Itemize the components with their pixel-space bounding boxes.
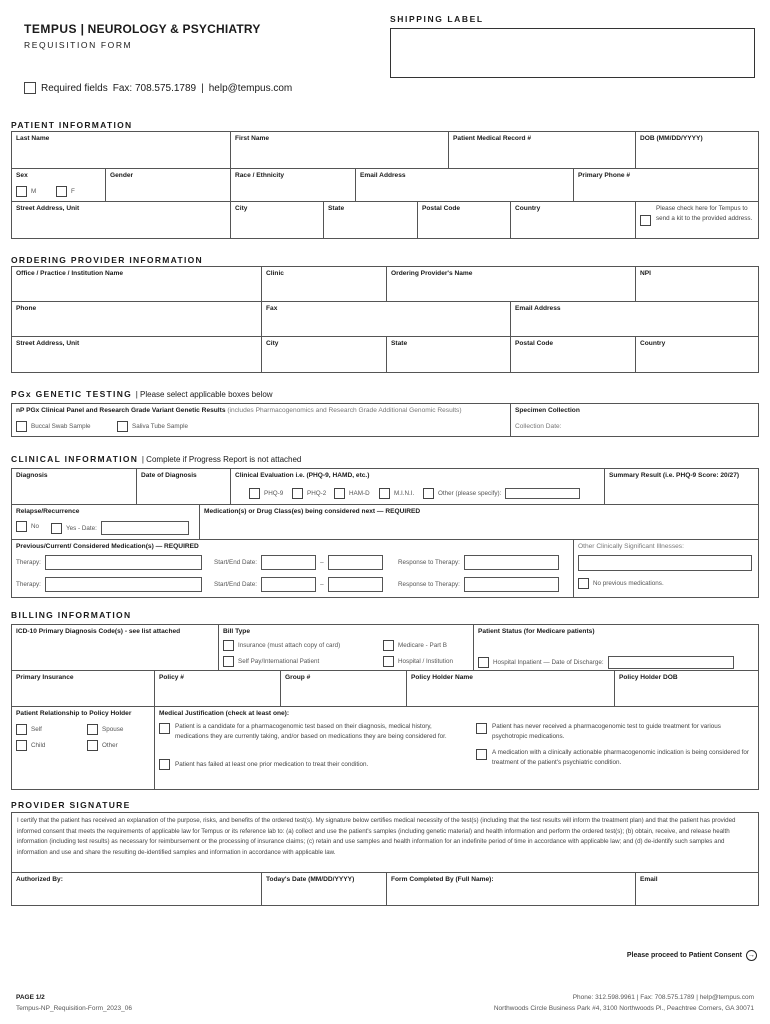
other-illness-label: Other Clinically Significant Illnesses: xyxy=(578,543,684,550)
mrn-label: Patient Medical Record # xyxy=(453,135,532,142)
signature-email-label: Email xyxy=(640,876,658,883)
send-kit-option[interactable] xyxy=(636,202,758,238)
pgx-title: PGx GENETIC TESTING xyxy=(11,389,133,399)
buccal-checkbox[interactable] xyxy=(16,421,27,432)
other-illness-cell xyxy=(574,540,758,597)
rel-other-label: Other xyxy=(102,742,118,749)
shipping-label-title: SHIPPING LABEL xyxy=(390,14,484,24)
eval-other-checkbox[interactable] xyxy=(423,488,434,499)
eval-other-label: Other (please specify): xyxy=(438,490,502,497)
patient-state-field[interactable] xyxy=(324,202,418,238)
npi-label: NPI xyxy=(640,270,651,277)
billing-section-title: BILLING INFORMATION xyxy=(11,610,132,620)
header-fax: Fax: 708.575.1789 xyxy=(112,82,197,94)
date-dash-2: – xyxy=(320,581,324,588)
mini-option[interactable] xyxy=(379,488,414,499)
signature-table xyxy=(11,812,759,906)
patient-first-name-field[interactable] xyxy=(231,132,449,169)
provider-email-label: Email Address xyxy=(515,305,561,312)
policy-number-field[interactable] xyxy=(155,671,281,707)
justification-cell xyxy=(155,707,758,789)
rel-child-option[interactable] xyxy=(16,740,45,751)
justification-1-label: Patient is a candidate for a pharmacogenomic test based on their diagnosis, medical history, medications they are currently taking, and/or based on medications they are being considered for. xyxy=(175,723,447,740)
previous-meds-label: Previous/Current/ Considered Medication(s) — REQUIRED xyxy=(16,543,199,550)
justification-3-checkbox[interactable] xyxy=(476,723,487,734)
policy-number-label: Policy # xyxy=(159,674,184,681)
provider-email-field[interactable] xyxy=(511,302,758,337)
sex-m-label: M xyxy=(31,188,37,195)
primary-insurance-field[interactable] xyxy=(12,671,155,707)
response-1-label: Response to Therapy: xyxy=(398,559,460,566)
provider-postal-label: Postal Code xyxy=(515,340,554,347)
start-end-row-2 xyxy=(214,577,383,592)
relapse-no-label: No xyxy=(31,523,40,530)
phq2-option[interactable] xyxy=(292,488,326,499)
page-number: PAGE 1/2 xyxy=(16,994,45,1001)
rel-spouse-checkbox[interactable] xyxy=(87,724,98,735)
pgx-section-title xyxy=(11,389,273,399)
first-name-label: First Name xyxy=(235,135,270,142)
consent-text: I certify that the patient has received an explanation of the purpose, risks, and benefits of the ordered test(s). My signature below certifies medical necessity of the test(s) (including that the test results will inform the treatment plan) and that the patient has provided informed consent that meets the requirements of applicable law for Tempus or its reference lab to: (a) collect and use the patient's samples (including genetic material) and health information and perform the ordered test(s); (b) obtain, receive, and release health information (including test results) as necessary for reimbursement or the processing of insurance claims; (c) retain and use samples and health information for an indefinite period of time in accordance with applicable law; and (d) de-identify such samples and information and use and share the resulting de-identified samples and information in accordance with applicable law. xyxy=(17,817,736,856)
provider-phone-field[interactable] xyxy=(12,302,262,337)
inpatient-label: Hospital Inpatient — Date of Discharge: xyxy=(493,659,604,666)
response-2-input[interactable] xyxy=(464,577,559,592)
bill-insurance-option[interactable] xyxy=(223,640,340,651)
phq2-checkbox[interactable] xyxy=(292,488,303,499)
patient-status-cell xyxy=(474,625,758,671)
date-dash-1: – xyxy=(320,559,324,566)
required-legend xyxy=(24,82,292,94)
summary-result-field[interactable] xyxy=(605,469,758,505)
clinical-evaluation-label: Clinical Evaluation i.e. (PHQ-9, HAMD, etc.) xyxy=(235,472,370,479)
hamd-option[interactable] xyxy=(334,488,370,499)
sex-f-label: F xyxy=(71,188,75,195)
justification-1-checkbox[interactable] xyxy=(159,723,170,734)
rel-child-label: Child xyxy=(31,742,46,749)
bill-medicare-option[interactable] xyxy=(383,640,447,651)
provider-office-field[interactable] xyxy=(12,267,262,302)
dob-label: DOB (MM/DD/YYYY) xyxy=(640,135,703,142)
form-id: Tempus-NP_Requisition-Form_2023_06 xyxy=(16,1005,132,1012)
end-date-1-input[interactable] xyxy=(328,555,383,570)
provider-npi-field[interactable] xyxy=(636,267,758,302)
therapy-2-label: Therapy: xyxy=(16,581,41,588)
date-of-diagnosis-field[interactable] xyxy=(137,469,231,505)
gender-label: Gender xyxy=(110,172,134,179)
provider-section-title: ORDERING PROVIDER INFORMATION xyxy=(11,255,203,265)
response-2-label: Response to Therapy: xyxy=(398,581,460,588)
provider-state-field[interactable] xyxy=(387,337,511,372)
patient-mrn-field[interactable] xyxy=(449,132,636,169)
patient-sex-field xyxy=(12,169,106,202)
rel-child-checkbox[interactable] xyxy=(16,740,27,751)
specimen-cell[interactable] xyxy=(511,404,758,436)
group-number-field[interactable] xyxy=(281,671,407,707)
sex-f-checkbox[interactable] xyxy=(56,186,67,197)
patient-table xyxy=(11,131,759,239)
patient-status-label: Patient Status (for Medicare patients) xyxy=(478,628,595,635)
holder-name-field[interactable] xyxy=(407,671,615,707)
holder-dob-label: Policy Holder DOB xyxy=(619,674,678,681)
patient-phone-field[interactable] xyxy=(574,169,758,202)
patient-country-label: Country xyxy=(515,205,541,212)
therapy-1-label: Therapy: xyxy=(16,559,41,566)
hamd-label: HAM-D xyxy=(349,490,370,497)
patient-city-field[interactable] xyxy=(231,202,324,238)
justification-4-label: A medication with a clinically actionable pharmacogenomic indication is being considered for treatment of the patient's psychiatric condition. xyxy=(492,749,749,766)
start-date-1-input[interactable] xyxy=(261,555,316,570)
clinical-evaluation-cell xyxy=(231,469,605,505)
end-date-2-input[interactable] xyxy=(328,577,383,592)
phq9-checkbox[interactable] xyxy=(249,488,260,499)
specimen-label: Specimen Collection xyxy=(515,407,580,414)
tempus-logo: TEMPUS xyxy=(24,22,78,36)
authorized-by-field[interactable] xyxy=(12,873,262,905)
response-1-input[interactable] xyxy=(464,555,559,570)
therapy-row-1 xyxy=(16,555,202,570)
holder-dob-field[interactable] xyxy=(615,671,758,707)
patient-state-label: State xyxy=(328,205,345,212)
bill-medicare-label: Medicare - Part B xyxy=(398,642,447,649)
provider-city-field[interactable] xyxy=(262,337,387,372)
therapy-1-input[interactable] xyxy=(45,555,202,570)
start-end-row-1 xyxy=(214,555,383,570)
patient-city-label: City xyxy=(235,205,248,212)
proceed-label: Please proceed to Patient Consent xyxy=(626,952,742,959)
pgx-panel-note: (includes Pharmacogenomics and Research Grade Additional Genomic Results) xyxy=(227,407,462,414)
clinical-title: CLINICAL INFORMATION xyxy=(11,454,139,464)
completed-by-field[interactable] xyxy=(387,873,636,905)
date-of-diagnosis-label: Date of Diagnosis xyxy=(141,472,197,479)
eval-other-option[interactable] xyxy=(423,488,580,499)
bill-hospital-label: Hospital / Institution xyxy=(398,658,453,665)
patient-email-field[interactable] xyxy=(356,169,574,202)
patient-section-title: PATIENT INFORMATION xyxy=(11,120,133,130)
relapse-cell xyxy=(12,505,200,540)
bill-insurance-checkbox[interactable] xyxy=(223,640,234,651)
phq9-label: PHQ-9 xyxy=(264,490,284,497)
sex-m-option[interactable] xyxy=(16,186,36,197)
pgx-panel-label: nP PGx Clinical Panel and Research Grade Variant Genetic Results xyxy=(16,407,226,414)
completed-by-label: Form Completed By (Full Name): xyxy=(391,876,494,883)
clinic-label: Clinic xyxy=(266,270,284,277)
provider-street-field[interactable] xyxy=(12,337,262,372)
buccal-label: Buccal Swab Sample xyxy=(31,423,91,430)
form-subtitle: REQUISITION FORM xyxy=(24,40,133,50)
pgx-note: | Please select applicable boxes below xyxy=(135,390,273,399)
relapse-no-option[interactable] xyxy=(16,521,39,532)
bill-medicare-checkbox[interactable] xyxy=(383,640,394,651)
patient-street-field[interactable] xyxy=(12,202,231,238)
required-legend-box xyxy=(24,82,36,94)
start-date-2-input[interactable] xyxy=(261,577,316,592)
no-previous-meds-label: No previous medications. xyxy=(593,580,664,587)
provider-fax-label: Fax xyxy=(266,305,278,312)
send-kit-checkbox[interactable] xyxy=(640,215,651,226)
start-end-2-label: Start/End Date: xyxy=(214,581,258,588)
discharge-date-input[interactable] xyxy=(608,656,734,669)
diagnosis-field[interactable] xyxy=(12,469,137,505)
send-kit-label: Please check here for Tempus to send a kit to the provided address. xyxy=(656,205,753,222)
clinical-note: | Complete if Progress Report is not attached xyxy=(141,455,302,464)
billing-table xyxy=(11,624,759,790)
provider-state-label: State xyxy=(391,340,408,347)
bill-selfpay-label: Self Pay/International Patient xyxy=(238,658,320,665)
pgx-panel-cell xyxy=(12,404,511,436)
hamd-checkbox[interactable] xyxy=(334,488,345,499)
justification-4-checkbox[interactable] xyxy=(476,749,487,760)
provider-street-label: Street Address, Unit xyxy=(16,340,80,347)
race-label: Race / Ethnicity xyxy=(235,172,285,179)
brand-divider: | xyxy=(80,22,85,36)
signature-email-field[interactable] xyxy=(636,873,758,905)
relapse-yes-checkbox[interactable] xyxy=(51,523,62,534)
patient-email-label: Email Address xyxy=(360,172,406,179)
signature-section-title: PROVIDER SIGNATURE xyxy=(11,800,131,810)
header-email: help@tempus.com xyxy=(208,82,293,94)
bill-type-cell xyxy=(219,625,474,671)
patient-street-label: Street Address, Unit xyxy=(16,205,80,212)
justification-3-label: Patient has never received a pharmacogenomic test to guide treatment for various psychotropic medications. xyxy=(492,723,721,740)
bill-hospital-option[interactable] xyxy=(383,656,453,667)
patient-postal-label: Postal Code xyxy=(422,205,461,212)
saliva-option[interactable] xyxy=(117,421,188,432)
provider-fax-field[interactable] xyxy=(262,302,511,337)
buccal-option[interactable] xyxy=(16,421,91,432)
therapy-2-input[interactable] xyxy=(45,577,202,592)
authorized-by-label: Authorized By: xyxy=(16,876,63,883)
holder-name-label: Policy Holder Name xyxy=(411,674,473,681)
bill-selfpay-option[interactable] xyxy=(223,656,319,667)
consent-text-cell xyxy=(12,813,758,873)
icd10-field[interactable] xyxy=(12,625,219,671)
shipping-label-box xyxy=(390,28,755,78)
bill-insurance-label: Insurance (must attach copy of card) xyxy=(238,642,341,649)
bill-selfpay-checkbox[interactable] xyxy=(223,656,234,667)
response-row-1 xyxy=(398,555,559,570)
provider-table xyxy=(11,266,759,373)
relapse-yes-label: Yes - Date: xyxy=(66,524,97,532)
saliva-checkbox[interactable] xyxy=(117,421,128,432)
therapy-row-2 xyxy=(16,577,202,592)
provider-country-field[interactable] xyxy=(636,337,758,372)
provider-name-label: Ordering Provider's Name xyxy=(391,270,473,277)
relapse-yes-option[interactable] xyxy=(51,521,189,535)
bill-type-label: Bill Type xyxy=(223,628,250,635)
provider-phone-label: Phone xyxy=(16,305,37,312)
start-end-1-label: Start/End Date: xyxy=(214,559,258,566)
provider-city-label: City xyxy=(266,340,279,347)
todays-date-field[interactable] xyxy=(262,873,387,905)
meds-next-label: Medication(s) or Drug Class(es) being considered next — REQUIRED xyxy=(204,508,421,515)
summary-result-label: Summary Result (i.e. PHQ-9 Score: 20/27) xyxy=(609,472,740,479)
mini-label: M.I.N.I. xyxy=(394,490,415,497)
saliva-label: Saliva Tube Sample xyxy=(132,423,189,430)
proceed-link[interactable] xyxy=(627,950,757,961)
justification-label: Medical Justification (check at least one): xyxy=(159,710,290,717)
pgx-table xyxy=(11,403,759,437)
inpatient-checkbox[interactable] xyxy=(478,657,489,668)
patient-gender-field[interactable] xyxy=(106,169,231,202)
relapse-date-input[interactable] xyxy=(101,521,189,535)
other-illness-input[interactable] xyxy=(578,555,752,571)
rel-spouse-option[interactable] xyxy=(87,724,123,735)
response-row-2 xyxy=(398,577,559,592)
meds-next-field[interactable] xyxy=(200,505,758,540)
footer-address: Northwoods Circle Business Park #4, 3100 Northwoods Pl., Peachtree Corners, GA 30071 xyxy=(493,1005,754,1012)
department-name: NEUROLOGY & PSYCHIATRY xyxy=(87,22,261,36)
diagnosis-label: Diagnosis xyxy=(16,472,48,479)
relationship-cell xyxy=(12,707,155,789)
rel-other-option[interactable] xyxy=(87,740,118,751)
provider-postal-field[interactable] xyxy=(511,337,636,372)
footer-contact: Phone: 312.598.9961 | Fax: 708.575.1789 | help@tempus.com xyxy=(572,994,754,1001)
clinical-section-title xyxy=(11,454,301,464)
sex-f-option[interactable] xyxy=(56,186,75,197)
patient-country-field[interactable] xyxy=(511,202,636,238)
office-label: Office / Practice / Institution Name xyxy=(16,270,123,277)
relapse-no-checkbox[interactable] xyxy=(16,521,27,532)
todays-date-label: Today's Date (MM/DD/YYYY) xyxy=(266,876,355,883)
patient-last-name-field[interactable] xyxy=(12,132,231,169)
icd10-label: ICD-10 Primary Diagnosis Code(s) - see list attached xyxy=(16,628,181,635)
justification-2-checkbox[interactable] xyxy=(159,759,170,770)
rel-other-checkbox[interactable] xyxy=(87,740,98,751)
phq9-option[interactable] xyxy=(249,488,283,499)
arrow-right-icon: → xyxy=(748,952,755,959)
patient-phone-label: Primary Phone # xyxy=(578,172,631,179)
sex-m-checkbox[interactable] xyxy=(16,186,27,197)
previous-meds-cell xyxy=(12,540,574,597)
provider-country-label: Country xyxy=(640,340,666,347)
patient-postal-field[interactable] xyxy=(418,202,511,238)
phq2-label: PHQ-2 xyxy=(307,490,327,497)
brand-title xyxy=(24,22,261,36)
required-note: Required fields xyxy=(41,82,108,94)
patient-race-field[interactable] xyxy=(231,169,356,202)
mini-checkbox[interactable] xyxy=(379,488,390,499)
rel-self-option[interactable] xyxy=(16,724,42,735)
no-previous-meds-checkbox[interactable] xyxy=(578,578,589,589)
relapse-label: Relapse/Recurrence xyxy=(16,508,80,515)
bill-hospital-checkbox[interactable] xyxy=(383,656,394,667)
justification-2-label: Patient has failed at least one prior medication to treat their condition. xyxy=(175,761,369,768)
collection-date-label: Collection Date: xyxy=(515,423,562,430)
no-previous-meds-option[interactable] xyxy=(578,578,664,589)
sex-label: Sex xyxy=(16,172,28,179)
last-name-label: Last Name xyxy=(16,135,50,142)
relationship-label: Patient Relationship to Policy Holder xyxy=(16,710,132,717)
patient-dob-field[interactable] xyxy=(636,132,758,169)
eval-other-input[interactable] xyxy=(505,488,580,499)
header-separator: | xyxy=(201,82,204,94)
clinical-table xyxy=(11,468,759,598)
rel-spouse-label: Spouse xyxy=(102,726,124,733)
provider-clinic-field[interactable] xyxy=(262,267,387,302)
primary-insurance-label: Primary Insurance xyxy=(16,674,74,681)
rel-self-checkbox[interactable] xyxy=(16,724,27,735)
inpatient-option[interactable] xyxy=(478,656,734,669)
rel-self-label: Self xyxy=(31,726,42,733)
provider-name-field[interactable] xyxy=(387,267,636,302)
group-number-label: Group # xyxy=(285,674,311,681)
